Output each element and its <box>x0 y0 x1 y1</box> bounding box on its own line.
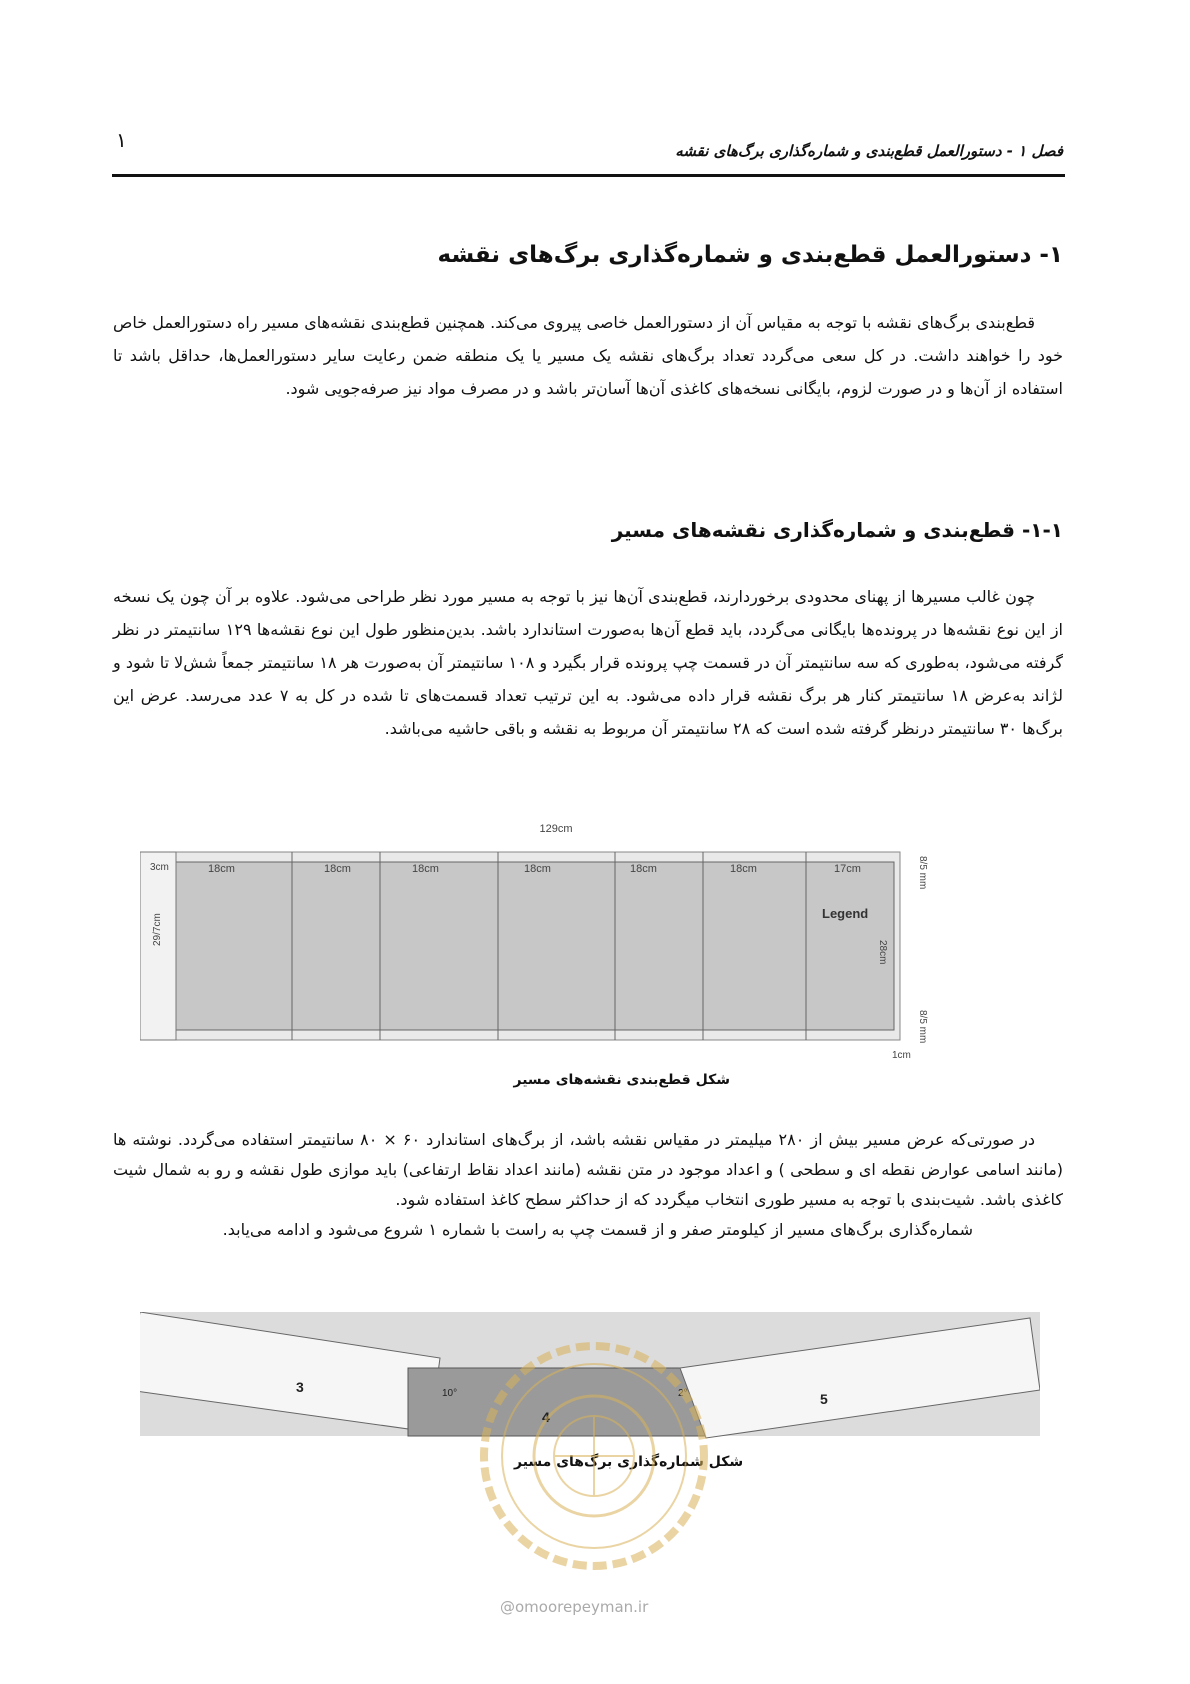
page-number: ۱ <box>116 128 127 152</box>
panel-label: 18cm <box>412 863 439 875</box>
sheet-5-number: 5 <box>820 1391 828 1407</box>
numbering-text: شماره‌گذاری برگ‌های مسیر از کیلومتر صفر و از قسمت چپ به راست با شماره ۱ شروع می‌شود و ادامه می‌یابد. <box>222 1220 973 1239</box>
sheet-3-number: 3 <box>296 1379 304 1395</box>
panel-label: 18cm <box>524 863 551 875</box>
total-length-label: 129cm <box>539 823 573 835</box>
map-area <box>176 862 894 1030</box>
inner-height-label: 28cm <box>877 940 888 965</box>
sheet-height-label: 29/7cm <box>152 913 163 946</box>
section-1-1-text: چون غالب مسیرها از پهنای محدودی برخوردارند، قطع‌بندی آن‌ها نیز با توجه به مسیر مورد نظر طراحی می‌شود. علاوه بر آن چون یک نسخه از این نوع نقشه‌ها در پرونده‌ها بایگانی می‌گردد، باید قطع آن‌ها به‌صورت استاندارد باشد. بدین‌منظور طول این نوع نقشه‌ها ۱۲۹ سانتیمتر در نظر گرفته می‌شود، به‌طوری که سه سانتیمتر آن در قسمت چپ پرونده قرار بگیرد و ۱۰۸ سانتیمتر آن به‌صورت هر ۱۸ سانتیمتر جمعاً شش‌لا تا شود و لژاند به‌عرض ۱۸ سانتیمتر کنار هر برگ نقشه قرار داده می‌شود. به این ترتیب تعداد قسمت‌های تا شده در کل به ۷ عدد می‌رسد. عرض این برگ‌ها ۳۰ سانتیمتر درنظر گرفته شده است که ۲۸ سانتیمتر آن مربوط به نقشه و باقی حاشیه می‌باشد. <box>113 587 1064 738</box>
legend-label: Legend <box>822 906 869 921</box>
right-margin-label: 1cm <box>892 1050 911 1061</box>
sheet-layout-figure <box>140 822 1000 1062</box>
binding-margin-label: 3cm <box>150 862 169 873</box>
section-1-1-paragraph <box>113 580 1063 745</box>
angle-left-label: 10° <box>442 1388 458 1399</box>
header-rule <box>112 174 1065 177</box>
panel-label: 18cm <box>208 863 235 875</box>
figure-1-caption: شکل قطع‌بندی نقشه‌های مسیر <box>513 1072 730 1088</box>
running-header: فصل ۱ - دستورالعمل قطع‌بندی و شماره‌گذاری برگ‌های نقشه <box>675 142 1063 160</box>
watermark-logo-icon <box>474 1336 714 1576</box>
figure-2-caption: شکل شماره‌گذاری برگ‌های مسیر <box>514 1454 744 1470</box>
panel-label: 18cm <box>730 863 757 875</box>
section-1-heading: ۱- دستورالعمل قطع‌بندی و شماره‌گذاری برگ‌های نقشه <box>437 242 1063 268</box>
top-margin-label: 8/5 mm <box>917 856 928 890</box>
panel-label: 17cm <box>834 863 861 875</box>
panel-label: 18cm <box>324 863 351 875</box>
section-1-paragraph <box>113 306 1063 405</box>
angle-right-label: 2° <box>678 1388 688 1399</box>
section-1-1-heading: ۱-۱- قطع‌بندی و شماره‌گذاری نقشه‌های مسیر <box>611 518 1063 542</box>
sheet-size-paragraph <box>113 1125 1063 1245</box>
bottom-margin-label: 8/5 mm <box>917 1010 928 1044</box>
sheet-4-number: 4 <box>542 1409 550 1425</box>
panel-label: 18cm <box>630 863 657 875</box>
section-1-text: قطع‌بندی برگ‌های نقشه با توجه به مقیاس آن از دستورالعمل خاصی پیروی می‌کند. همچنین قطع‌بندی نقشه‌های مسیر راه دستورالعمل خاص خود را خواهند داشت. در کل سعی می‌گردد تعداد برگ‌های نقشه یک مسیر یا یک منطقه ضمن رعایت سایر دستورالعمل‌ها، حداقل باشد تا استفاده از آن‌ها و در صورت لزوم، بایگانی نسخه‌های کاغذی آن‌ها آسان‌تر باشد و در مصرف مواد نیز صرفه‌جویی شود. <box>113 313 1063 398</box>
watermark-site: @omoorepeyman.ir <box>500 1598 649 1616</box>
sheet-size-text: در صورتی‌که عرض مسیر بیش از ۲۸۰ میلیمتر در مقیاس نقشه باشد، از برگ‌های استاندارد ۶۰ × ۸۰ سانتیمتر استفاده می‌گردد. نوشته ها (مانند اسامی عوارض نقطه ای و سطحی ) و اعداد موجود در متن نقشه (مانند اعداد نقاط ارتفاعی) باید موازی طول نقشه و رو به شمال شیت کاغذی باشد. شیت‌بندی با توجه به مسیر طوری انتخاب میگردد که از حداکثر سطح کاغذ استفاده شود. <box>113 1130 1063 1209</box>
